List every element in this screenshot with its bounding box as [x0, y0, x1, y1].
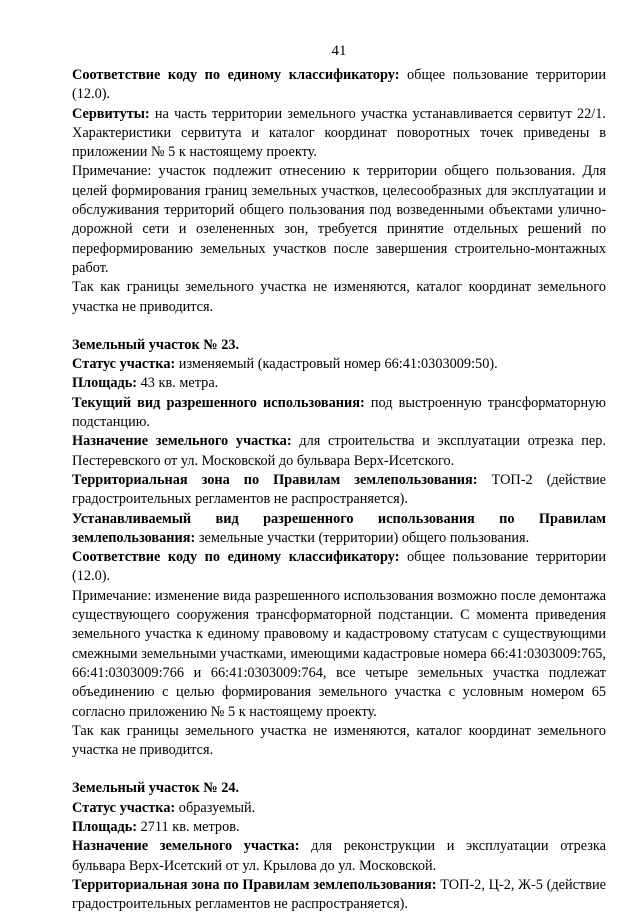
- paragraph-text: Примечание: изменение вида разрешенного использования возможно после демонтажа существующего сооружения трансформаторной подстанции. С момента приведения земельного участка к единому правовому и кадастровому статусам с существующими смежными земельными участками, имеющими кадастровые номера 66:41:0303009:765, 66:41:0303009:766 и 66:41:0303009:764, все четыре земельных участка подлежат объединению с целью формирования земельного участка с условным номером 65 согласно приложению № 5 к настоящему проекту.: [72, 587, 606, 720]
- paragraph-catalog-note: [72, 722, 606, 761]
- paragraph-purpose: [72, 837, 606, 876]
- paragraph-label: Назначение земельного участка:: [72, 433, 292, 450]
- paragraph-text: на часть территории земельного участка устанавливается сервитут 22/1. Характеристики сервитута и каталог координат поворотных точек приведены в приложении № 5 к настоящему проекту.: [72, 105, 606, 161]
- section-spacer: [72, 317, 606, 336]
- paragraph-text: земельные участки (территории) общего пользования.: [195, 529, 530, 546]
- paragraph-label: Назначение земельного участка:: [72, 838, 300, 855]
- paragraph-label: Статус участка:: [72, 799, 176, 816]
- paragraph-text: изменяемый (кадастровый номер 66:41:0303009:50).: [175, 356, 498, 373]
- paragraph-text: Так как границы земельного участка не изменяются, каталог координат земельного участка не приводится.: [72, 722, 606, 759]
- paragraph-status: [72, 355, 606, 374]
- paragraph-classifier: [72, 66, 606, 105]
- paragraph-zone: [72, 471, 606, 510]
- paragraph-label: Сервитуты:: [72, 105, 150, 122]
- paragraph-text: 2711 кв. метров.: [137, 818, 240, 835]
- paragraph-label: Территориальная зона по Правилам землепользования:: [72, 876, 437, 893]
- section-plot-23: [72, 336, 606, 761]
- paragraph-label: Площадь:: [72, 818, 138, 835]
- section-title: Земельный участок № 23.: [72, 336, 240, 353]
- section-continuation: [72, 66, 606, 317]
- paragraph-label: Текущий вид разрешенного использования:: [72, 394, 365, 411]
- paragraph-note: [72, 587, 606, 722]
- paragraph-label: Устанавливаемый вид разрешенного использования по Правилам землепользования:: [72, 510, 606, 546]
- paragraph-text: образуемый.: [175, 799, 256, 816]
- paragraph-label: Соответствие коду по единому классификатору:: [72, 67, 400, 83]
- paragraph-text: общее пользование территории (12.0).: [72, 549, 606, 585]
- paragraph-text: Так как границы земельного участка не изменяются, каталог координат земельного участка не приводится.: [72, 279, 606, 315]
- paragraph-text: общее пользование территории (12.0).: [72, 67, 606, 103]
- paragraph-area: [72, 818, 606, 837]
- paragraph-label: Соответствие коду по единому классификатору:: [72, 549, 400, 566]
- paragraph-established-use: [72, 510, 606, 549]
- paragraph-label: Статус участка:: [72, 356, 176, 373]
- paragraph-classifier: [72, 548, 606, 587]
- paragraph-label: Площадь:: [72, 375, 138, 392]
- section-plot-24: [72, 779, 606, 914]
- paragraph-label: Территориальная зона по Правилам землепользования:: [72, 471, 478, 488]
- paragraph-text: Примечание: участок подлежит отнесению к территории общего пользования. Для целей формирования границ земельных участков, целесообразных для эксплуатации и обслуживания территорий общего пользования под возведенными объектами улично-дорожной сети и озелененных зон, требуется принятие отдельных решений по переформированию земельных участков после завершения строительно-монтажных работ.: [72, 163, 606, 276]
- paragraph-catalog-note: [72, 278, 606, 317]
- paragraph-current-use: [72, 394, 606, 433]
- paragraph-text: для реконструкции и эксплуатации отрезка бульвара Верх-Исетский от ул. Крылова до ул. Московской.: [72, 838, 606, 874]
- paragraph-text: ТОП-2, Ц-2, Ж-5 (действие градостроительных регламентов не распространяется).: [72, 876, 607, 913]
- document-page: [72, 0, 606, 914]
- paragraph-zone: [72, 876, 606, 914]
- page-number: 41: [331, 43, 347, 59]
- paragraph-servitudes: [72, 105, 606, 163]
- paragraph-text: под выстроенную трансформаторную подстанцию.: [72, 394, 606, 431]
- paragraph-area: [72, 374, 606, 393]
- section-title: Земельный участок № 24.: [72, 780, 240, 797]
- section-spacer: [72, 760, 606, 779]
- paragraph-status: [72, 799, 606, 818]
- paragraph-note: [72, 162, 606, 278]
- paragraph-text: ТОП-2 (действие градостроительных регламентов не распространяется).: [72, 471, 607, 508]
- paragraph-purpose: [72, 432, 606, 471]
- paragraph-text: для строительства и эксплуатации отрезка пер. Пестеревского от ул. Московской до бульвара Верх-Исетского.: [72, 433, 606, 469]
- paragraph-text: 43 кв. метра.: [137, 375, 219, 392]
